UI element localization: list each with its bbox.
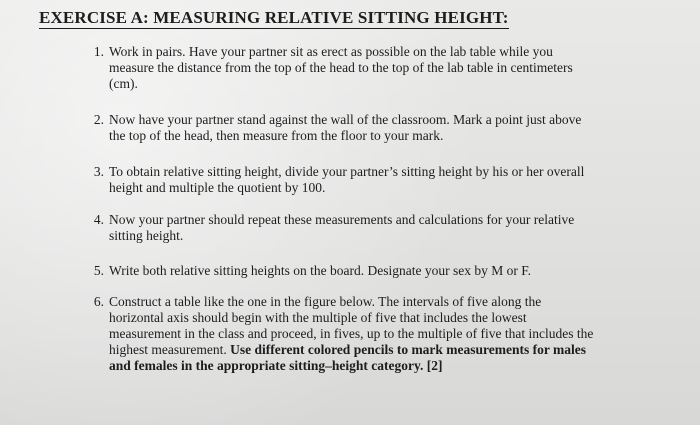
step-3-number: 3. — [93, 164, 104, 179]
step-6-text — [109, 294, 646, 374]
step-6-number: 6. — [93, 294, 104, 309]
step-4-number: 4. — [93, 212, 104, 227]
step-4-text: Now your partner should repeat these measurements and calculations for your relative sitting height. — [109, 212, 575, 243]
step-5-text: Write both relative sitting heights on the board. Designate your sex by M or F. — [109, 263, 532, 278]
step-3-text: To obtain relative sitting height, divide your partner’s sitting height by his or her overall height and multiple the quotient by 100. — [109, 164, 585, 195]
step-2-text: Now have your partner stand against the wall of the classroom. Mark a point just above the top of the head, then measure from the floor to your mark. — [109, 112, 582, 143]
step-5-number: 5. — [93, 263, 104, 278]
step-2-number: 2. — [93, 112, 104, 127]
step-6-bold-text: Use different colored pencils to mark measurements for males and females in the appropriate sitting–height category. [2] — [109, 342, 587, 373]
step-1-text: Work in pairs. Have your partner sit as erect as possible on the lab table while you measure the distance from the top of the head to the top of the lab table in centimeters (cm). — [109, 44, 573, 91]
step-6-regular-text: Construct a table like the one in the figure below. The intervals of five along the horizontal axis should begin with the multiple of five that includes the lowest measurement in the class and proceed, in fives, up to the multiple of five that includes the highest measurement. — [109, 294, 594, 357]
exercise-heading: EXERCISE A: MEASURING RELATIVE SITTING HEIGHT: — [39, 8, 509, 27]
step-1-number: 1. — [93, 44, 104, 59]
